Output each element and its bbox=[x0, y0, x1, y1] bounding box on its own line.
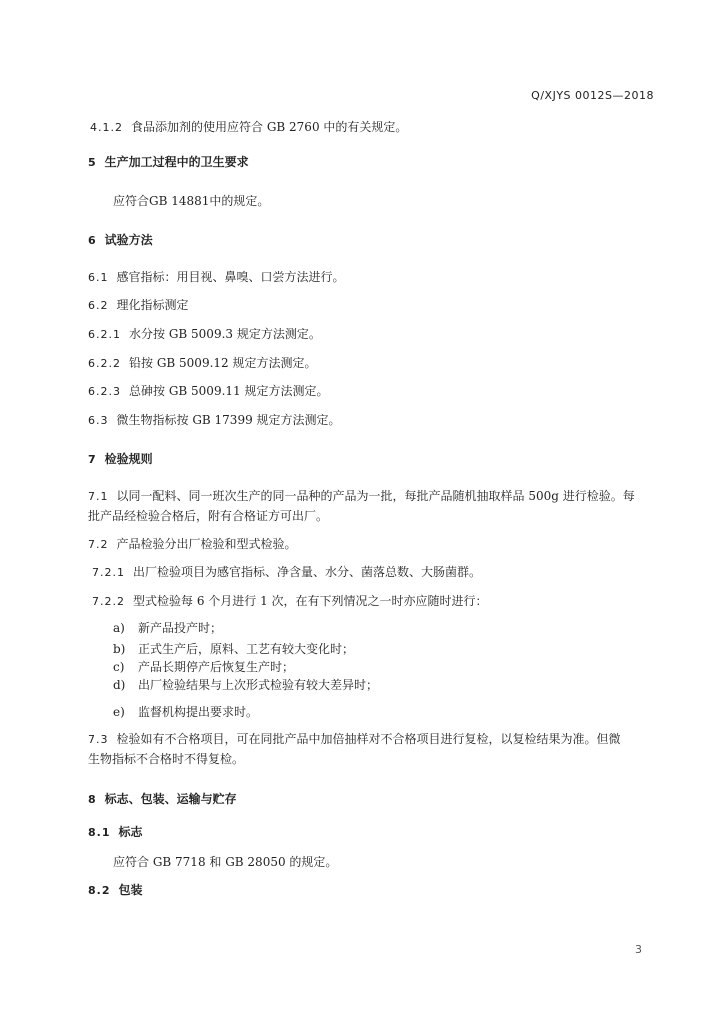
clause-title: 包装 bbox=[118, 883, 143, 897]
clause-number: 6.2.3 bbox=[88, 385, 121, 398]
list-text: 出厂检验结果与上次形式检验有较大差异时； bbox=[138, 678, 379, 692]
clause-text: 水分按 GB 5009.3 规定方法测定。 bbox=[129, 327, 321, 341]
clause-text: 总砷按 GB 5009.11 规定方法测定。 bbox=[129, 384, 329, 398]
section-5-heading bbox=[88, 155, 249, 170]
section-title: 生产加工过程中的卫生要求 bbox=[104, 155, 249, 169]
clause-number: 7.1 bbox=[88, 490, 109, 503]
section-8-heading bbox=[88, 792, 237, 807]
clause-text: 以同一配料、同一班次生产的同一品种的产品为一批，每批产品随机抽取样品 500g 进行检验。每 bbox=[116, 489, 635, 503]
clause-number: 4.1.2 bbox=[90, 121, 123, 134]
clause-text: 检验如有不合格项目，可在同批产品中加倍抽样对不合格项目进行复检，以复检结果为准。但微 bbox=[116, 732, 621, 746]
clause-text: 型式检验每 6 个月进行 1 次，在有下列情况之一时亦应随时进行： bbox=[133, 594, 488, 608]
list-text: 监督机构提出要求时。 bbox=[138, 705, 259, 719]
clause-number: 7.3 bbox=[88, 733, 109, 746]
clause-7-3 bbox=[88, 732, 621, 747]
section-number: 6 bbox=[88, 234, 97, 247]
clause-number: 6.2.1 bbox=[88, 328, 121, 341]
clause-7-2 bbox=[88, 537, 297, 552]
list-marker: e) bbox=[113, 705, 125, 719]
section-number: 5 bbox=[88, 156, 97, 169]
section-number: 8 bbox=[88, 793, 97, 806]
section-title: 标志、包装、运输与贮存 bbox=[104, 792, 237, 806]
clause-text: 微生物指标按 GB 17399 规定方法测定。 bbox=[116, 413, 341, 427]
list-marker: a) bbox=[113, 621, 125, 635]
clause-8-2-heading bbox=[88, 883, 143, 898]
section-number: 7 bbox=[88, 453, 97, 466]
clause-6-2-2 bbox=[88, 356, 316, 371]
section-5-body: 应符合GB 14881中的规定。 bbox=[113, 194, 270, 208]
clause-6-2-1 bbox=[88, 327, 321, 342]
clause-7-2-2 bbox=[92, 594, 488, 609]
clause-text: 食品添加剂的使用应符合 GB 2760 中的有关规定。 bbox=[131, 120, 408, 134]
clause-number: 8.1 bbox=[88, 826, 111, 839]
clause-6-1 bbox=[88, 270, 345, 285]
clause-8-1-body: 应符合 GB 7718 和 GB 28050 的规定。 bbox=[113, 855, 338, 869]
clause-number: 6.2.2 bbox=[88, 357, 121, 370]
clause-text: 感官指标：用目视、鼻嗅、口尝方法进行。 bbox=[116, 270, 345, 284]
clause-number: 6.3 bbox=[88, 414, 109, 427]
page-number: 3 bbox=[635, 943, 642, 956]
clause-7-2-1 bbox=[92, 565, 481, 580]
clause-number: 8.2 bbox=[88, 884, 111, 897]
clause-7-1-continued: 批产品经检验合格后，附有合格证方可出厂。 bbox=[88, 509, 329, 523]
clause-4-1-2 bbox=[90, 120, 407, 135]
clause-number: 6.2 bbox=[88, 299, 109, 312]
list-text: 正式生产后，原料、工艺有较大变化时； bbox=[138, 642, 355, 656]
section-title: 试验方法 bbox=[104, 233, 153, 247]
list-item-b bbox=[113, 642, 354, 656]
list-item-d bbox=[113, 678, 378, 692]
clause-6-3 bbox=[88, 413, 341, 428]
clause-number: 7.2.2 bbox=[92, 595, 125, 608]
list-item-a bbox=[113, 621, 222, 635]
clause-number: 6.1 bbox=[88, 271, 109, 284]
clause-title: 标志 bbox=[118, 825, 143, 839]
list-text: 新产品投产时； bbox=[138, 621, 223, 635]
list-item-c bbox=[113, 660, 294, 674]
list-item-e bbox=[113, 705, 258, 719]
list-marker: c) bbox=[113, 660, 125, 674]
document-code: Q/XJYS 0012S—2018 bbox=[531, 89, 654, 102]
clause-6-2 bbox=[88, 298, 189, 313]
clause-text: 理化指标测定 bbox=[116, 298, 189, 312]
clause-text: 产品检验分出厂检验和型式检验。 bbox=[116, 537, 297, 551]
clause-7-3-continued: 生物指标不合格时不得复检。 bbox=[88, 752, 245, 766]
clause-number: 7.2.1 bbox=[92, 566, 125, 579]
clause-number: 7.2 bbox=[88, 538, 109, 551]
list-marker: b) bbox=[113, 642, 126, 656]
clause-6-2-3 bbox=[88, 384, 328, 399]
section-title: 检验规则 bbox=[104, 452, 153, 466]
clause-8-1-heading bbox=[88, 825, 143, 840]
list-text: 产品长期停产后恢复生产时； bbox=[138, 660, 295, 674]
list-marker: d) bbox=[113, 678, 126, 692]
clause-text: 出厂检验项目为感官指标、净含量、水分、菌落总数、大肠菌群。 bbox=[133, 565, 482, 579]
section-6-heading bbox=[88, 233, 153, 248]
clause-text: 铅按 GB 5009.12 规定方法测定。 bbox=[129, 356, 317, 370]
section-7-heading bbox=[88, 452, 153, 467]
clause-7-1 bbox=[88, 489, 635, 504]
